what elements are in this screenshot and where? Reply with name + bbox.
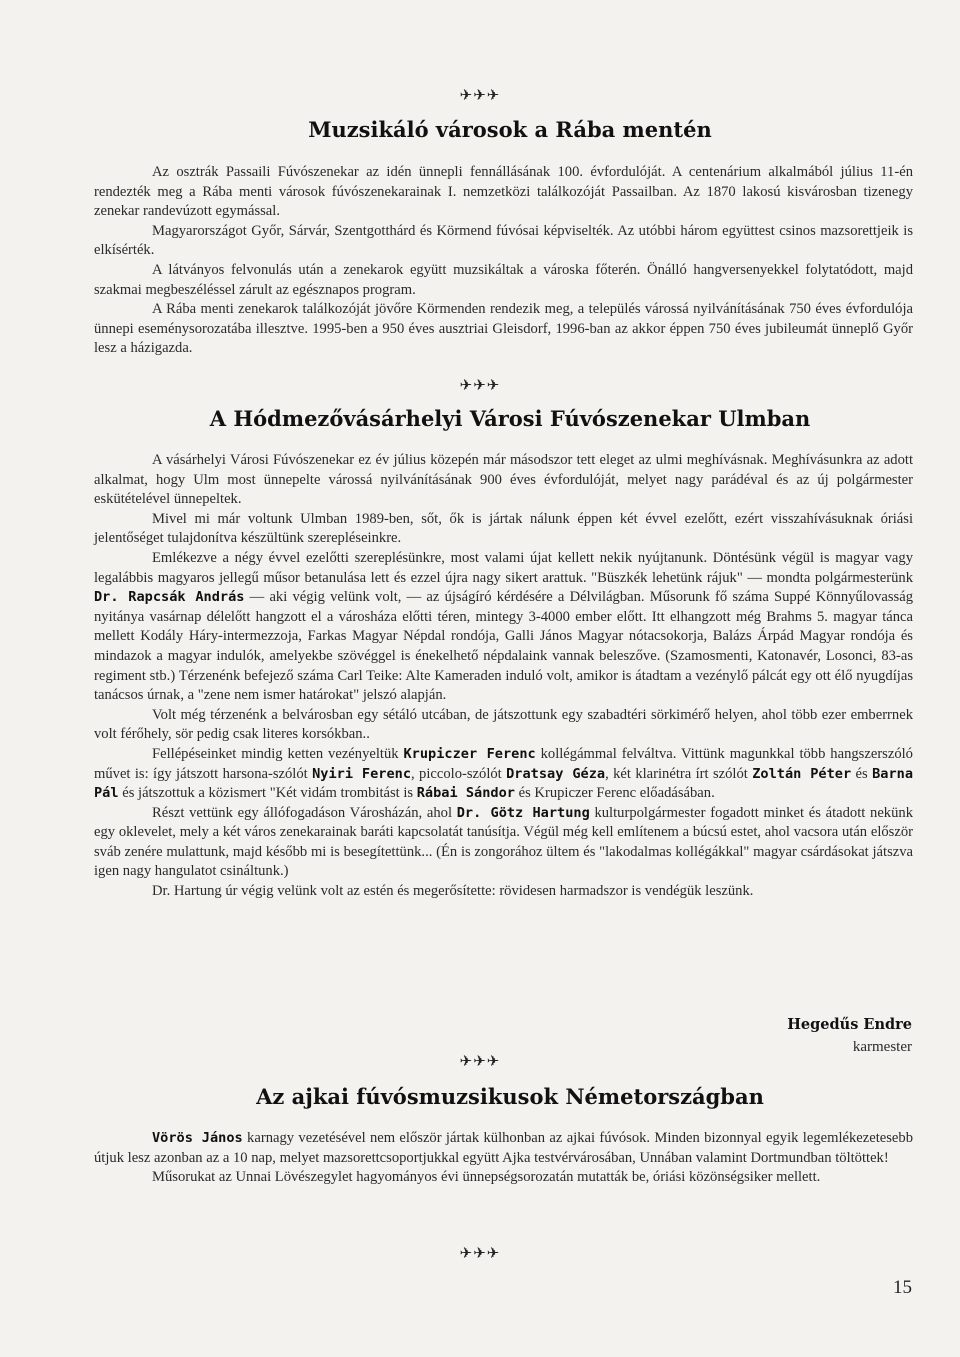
text: Részt vettünk egy állófogadáson Városházán, ahol [152, 804, 457, 821]
paragraph: A Rába menti zenekarok találkozóját jövőre Körmenden rendezik meg, a település várossá nyilvánításának 750 éves évfordulója ünnepi eseménysorozatába illesztve. 1995-ben a 950 éves ausztriai Gleisdorf, 1996-ban az akkor éppen 750 éves jubileumát ünneplő Győr lesz a házigazda. [94, 301, 913, 357]
person-name: Zoltán Péter [752, 765, 852, 782]
person-name: Rábai Sándor [416, 785, 515, 802]
paragraph: A vásárhelyi Városi Fúvószenekar ez év július közepén már másodszor tett eleget az ulmi meghívásnak. Meghívásunkra az adott alkalmat, hogy Ulm most ünnepelte várossá nyilvánításának 900 éves évfordulóját, melyet nagy parádéval és az új polgármester eskütételével ünnepeltek. [94, 452, 913, 508]
text: Fellépéseinket mindig ketten vezényeltük [152, 745, 404, 762]
article-body-2 [94, 451, 913, 902]
person-name: Dr. Rapcsák András [94, 589, 245, 606]
text: és [851, 765, 873, 782]
text: karnagy vezetésével nem először jártak külhonban az ajkai fúvósok. Minden bizonnyal egyik legemlékezetesebb útjuk lesz azonban az a 10 nap, melyet mazsorettcsoportjukkal együtt Ajka testvérvárosában, Unnában valamint Dortmundban töltöttek! [94, 1130, 913, 1166]
person-name: Vörös János [152, 1130, 243, 1146]
text: kulturpolgármester fogadott minket és átadott nekünk egy oklevelet, mely a két város zenekarainak baráti kapcsolatát tanúsítja. Végül még kell említenem a búcsú estet, ahol vacsora után először sváb zenére mulattunk, majd később mi is besegítettünk... (Én is zongorához ültem és "lakodalmas kollégákkal" magyar csárdásokat játszva igen nagy hangulatot csináltunk.) [94, 804, 913, 880]
paragraph [94, 804, 913, 882]
text: Emlékezve a négy évvel ezelőtti szereplésünkre, most valami újat kellett nekik nyújtanunk. Döntésünk végül is magyar vagy legalábbis magyaros jellegű műsor betanulása lett és ezzel újra nagy sikert arattuk. "Büszkék lehetünk rájuk" — mondta polgármesterünk [94, 549, 913, 586]
paragraph: Műsorukat az Unnai Lövészegylet hagyományos évi ünnepségsorozatán mutatták be, óriási közönségsiker mellett. [152, 1169, 821, 1186]
paragraph [94, 745, 913, 804]
paragraph [94, 549, 913, 706]
section-divider: ✈✈✈ [459, 376, 501, 394]
section-divider: ✈✈✈ [459, 86, 501, 104]
signature-role: karmester [852, 1039, 912, 1055]
article-title-3: Az ajkai fúvósmuzsikusok Németországban [256, 1084, 764, 1109]
text: és Krupiczer Ferenc előadásában. [514, 785, 715, 802]
paragraph: Mivel mi már voltunk Ulmban 1989-ben, sőt, ők is jártak nálunk éppen két évvel ezelőtt, ezért visszahívásuknak óriási jelentőséget tulajdonítva készültünk szerepléseinkre. [94, 510, 913, 547]
person-name: Barna Pál [94, 765, 913, 802]
signature-name: Hegedűs Endre [787, 1016, 912, 1033]
article-body-3 [94, 1129, 913, 1188]
section-divider: ✈✈✈ [459, 1052, 501, 1070]
text: , két klarinétra írt szólót [605, 765, 753, 782]
paragraph: Magyarországot Győr, Sárvár, Szentgotthárd és Körmend fúvósai képviselték. Az utóbbi három együttest csinos mazsorettjeik is elkísérték. [94, 222, 913, 259]
page-number: 15 [893, 1277, 912, 1298]
person-name: Dr. Götz Hartung [456, 804, 590, 821]
text: — aki végig velünk volt, — az újságíró kérdésére a Délvilágban. Műsorunk fő száma Suppé Könnyűlovasság nyitánya vasárnap délelőtt hangzott el a városháza előtti téren, mintegy 3-4000 ember előtt. Itt elhangzott még Brahms 5. magyar tánca mellett Kodály Háry-intermezzoja, Farkas Magyar Népdal rondója, Galli János Magyar nótacsokorja, Balázs Árpád Magyar rondója és mindazok a magyar indulók, amelyekbe szövéggel is énekelhető népdalaink vannak beleszőve. (Szamosmenti, Katonavér, Losonci, 83-as regiment stb.) Térzenénk befejező száma Carl Teike: Alte Kameraden induló volt, amikor is átadtam a vezénylő pálcát egy ott élő nyugdíjas tanácsos úrnak, a "zene nem ismer határokat" jelszó alapján. [94, 589, 913, 704]
person-name: Dratsay Géza [506, 765, 606, 782]
text: , piccolo-szólót [411, 765, 507, 782]
article-title-2: A Hódmezővásárhelyi Városi Fúvószenekar Ulmban [209, 406, 811, 431]
paragraph [94, 1129, 913, 1168]
person-name: Nyiri Ferenc [312, 765, 412, 782]
paragraph: Volt még térzenénk a belvárosban egy sétáló utcában, de játszottunk egy szabadtéri sörkimérő helyen, ahol több ezer emberrnek volt férőhely, sör pedig csak literes korsókban.. [94, 706, 913, 743]
paragraph: A látványos felvonulás után a zenekarok együtt muzsikáltak a városka főterén. Önálló hangversenyekkel folytatódott, majd szakmai megbeszéléssel zárult az egésznapos program. [94, 261, 913, 298]
paragraph: Dr. Hartung úr végig velünk volt az estén és megerősítette: rövidesen harmadszor is vendégük leszünk. [152, 883, 754, 900]
text: és játszottuk a közismert "Két vidám trombitást is [118, 785, 417, 802]
article-body-1 [94, 163, 913, 359]
paragraph: Az osztrák Passaili Fúvószenekar az idén ünnepli fennállásának 100. évfordulóját. A centenárium alkalmából július 11-én rendezték meg a Rába menti városok fúvószenekarainak I. nemzetközi találkozóját Passailban. Az 1870 lakosú kisvárosban tizenegy zenekar randevúzott egymással. [94, 164, 913, 220]
person-name: Krupiczer Ferenc [403, 745, 536, 762]
section-divider: ✈✈✈ [459, 1244, 501, 1262]
article-title-1: Muzsikáló városok a Rába mentén [308, 117, 712, 142]
text: kollégámmal felváltva. Vittünk magunkkal több hangszerszóló művet is: így játszott harsona-szólót [94, 745, 913, 782]
